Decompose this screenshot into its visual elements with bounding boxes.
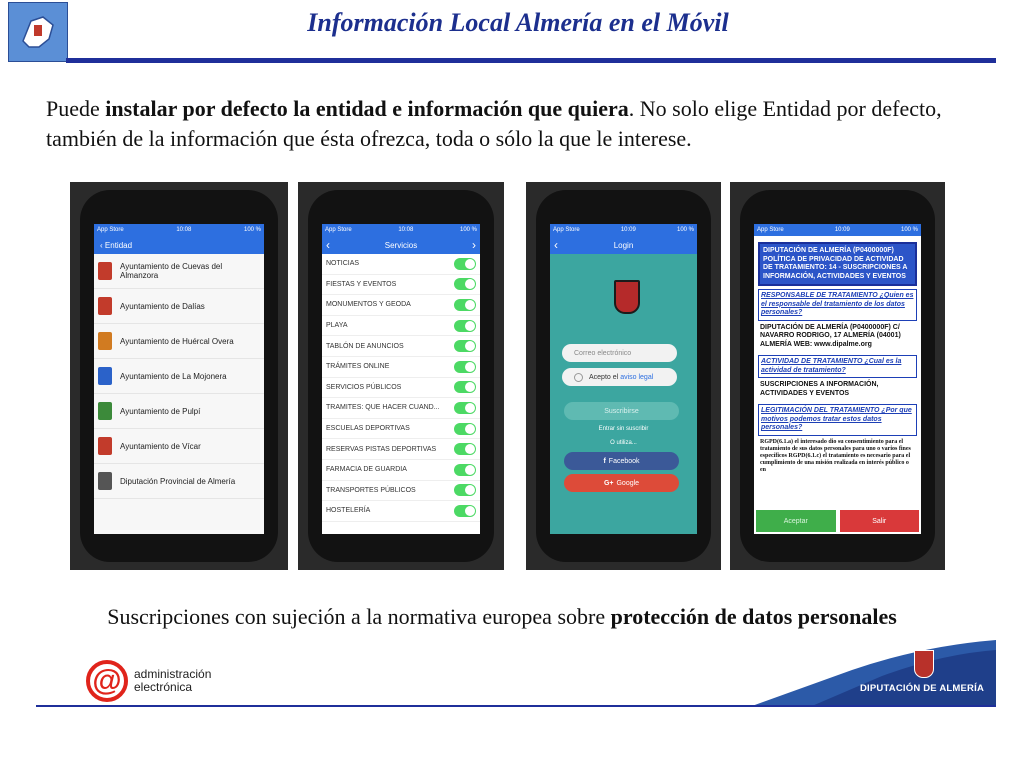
privacy-question-controller[interactable]: RESPONSABLE DE TRATAMIENTO ¿Quien es el responsable del tratamiento de los datos personales? bbox=[758, 289, 917, 321]
province-map-icon bbox=[17, 11, 59, 53]
privacy-actions bbox=[754, 508, 921, 534]
legal-notice-link[interactable]: aviso legal bbox=[620, 373, 654, 381]
service-item[interactable]: MONUMENTOS Y GEODA bbox=[322, 295, 480, 316]
checkbox-icon[interactable] bbox=[574, 373, 583, 382]
back-icon[interactable]: ‹ bbox=[100, 240, 103, 250]
entity-item[interactable]: Ayuntamiento de Dalías bbox=[94, 289, 264, 324]
entity-item[interactable]: Ayuntamiento de Pulpí bbox=[94, 394, 264, 429]
intro-text-bold: instalar por defecto la entidad e información que quiera bbox=[105, 96, 629, 121]
service-item[interactable]: FIESTAS Y EVENTOS bbox=[322, 275, 480, 296]
photo-entity-list bbox=[70, 182, 288, 570]
or-use-label: O utiliza... bbox=[610, 440, 637, 446]
back-icon[interactable]: ‹ bbox=[326, 238, 330, 252]
privacy-content bbox=[754, 236, 921, 479]
crest-icon bbox=[98, 297, 112, 315]
status-bar: App Store 10:09 100 % bbox=[754, 224, 921, 236]
forward-icon[interactable]: › bbox=[472, 238, 476, 252]
privacy-question-activity[interactable]: ACTIVIDAD DE TRATAMIENTO ¿Cual es la actividad de tratamiento? bbox=[758, 355, 917, 378]
privacy-question-legitimacy[interactable]: LEGITIMACIÓN DEL TRATAMIENTO ¿Por que motivos podemos tratar estos datos personales? bbox=[758, 404, 917, 436]
entity-item[interactable]: Ayuntamiento de Huércal Overa bbox=[94, 324, 264, 359]
crest-icon bbox=[98, 472, 112, 490]
legal-notice-checkbox[interactable]: Acepto el aviso legal bbox=[562, 368, 677, 386]
login-body bbox=[550, 254, 697, 534]
status-bar: App Store 10:08 100 % bbox=[322, 224, 480, 236]
service-item[interactable]: TRANSPORTES PÚBLICOS bbox=[322, 481, 480, 502]
phone-screen bbox=[754, 224, 921, 534]
diputacion-logo-text: DIPUTACIÓN DE ALMERÍA bbox=[860, 683, 985, 694]
crest-icon bbox=[98, 437, 112, 455]
phone-frame bbox=[740, 190, 935, 562]
entity-item[interactable]: Diputación Provincial de Almería bbox=[94, 464, 264, 499]
coat-of-arms-icon bbox=[614, 280, 640, 314]
back-icon[interactable]: ‹ bbox=[554, 238, 558, 252]
entity-item[interactable]: Ayuntamiento de La Mojonera bbox=[94, 359, 264, 394]
phone-frame bbox=[80, 190, 278, 562]
toggle-switch[interactable] bbox=[454, 340, 476, 352]
service-item[interactable]: TABLÓN DE ANUNCIOS bbox=[322, 336, 480, 357]
toggle-switch[interactable] bbox=[454, 278, 476, 290]
nav-title: Login bbox=[613, 240, 634, 250]
phone-screen bbox=[550, 224, 697, 534]
service-item[interactable]: HOSTELERÍA bbox=[322, 501, 480, 522]
at-sign-icon: @ bbox=[86, 660, 128, 702]
facebook-button[interactable]: f Facebook bbox=[564, 452, 679, 470]
entity-item[interactable]: Ayuntamiento de Vícar bbox=[94, 429, 264, 464]
privacy-answer-activity: SUSCRIPCIONES A INFORMACIÓN, ACTIVIDADES Y EVENTOS bbox=[760, 381, 879, 397]
enter-without-link[interactable]: Entrar sin suscribir bbox=[598, 426, 649, 432]
status-bar: App Store 10:09 100 % bbox=[550, 224, 697, 236]
service-item[interactable]: RESERVAS PISTAS DEPORTIVAS bbox=[322, 439, 480, 460]
status-bar: App Store 10:08 100 % bbox=[94, 224, 264, 236]
ae-logo-text: administración electrónica bbox=[134, 667, 212, 694]
phone-screen bbox=[322, 224, 480, 534]
toggle-switch[interactable] bbox=[454, 505, 476, 517]
toggle-switch[interactable] bbox=[454, 361, 476, 373]
photo-login-screen bbox=[526, 182, 721, 570]
service-item[interactable]: PLAYA bbox=[322, 316, 480, 337]
diputacion-banner bbox=[752, 640, 996, 706]
service-item[interactable]: TRAMITES: QUE HACER CUAND... bbox=[322, 398, 480, 419]
diputacion-crest-icon bbox=[914, 650, 934, 678]
toggle-switch[interactable] bbox=[454, 443, 476, 455]
service-item[interactable]: SERVICIOS PÚBLICOS bbox=[322, 378, 480, 399]
administracion-electronica-logo bbox=[86, 660, 211, 702]
nav-title: Servicios bbox=[384, 240, 418, 250]
caption-bold: protección de datos personales bbox=[610, 604, 897, 629]
phone-frame bbox=[308, 190, 494, 562]
nav-bar bbox=[94, 236, 264, 254]
service-item[interactable]: ESCUELAS DEPORTIVAS bbox=[322, 419, 480, 440]
phone-screen bbox=[94, 224, 264, 534]
crest-icon bbox=[98, 332, 112, 350]
photo-privacy-policy bbox=[730, 182, 945, 570]
privacy-answer-controller: DIPUTACIÓN DE ALMERÍA (P0400000F) C/ NAVARRO RODRIGO, 17 ALMERÍA (04001) ALMERÍA WEB: www.dipalme.org bbox=[760, 323, 901, 348]
crest-icon bbox=[98, 367, 112, 385]
service-item[interactable]: FARMACIA DE GUARDIA bbox=[322, 460, 480, 481]
toggle-switch[interactable] bbox=[454, 464, 476, 476]
page-title: Información Local Almería en el Móvil bbox=[307, 8, 729, 37]
footer-divider bbox=[36, 705, 996, 707]
entity-item[interactable]: Ayuntamiento de Cuevas del Almanzora bbox=[94, 254, 264, 289]
title-divider bbox=[66, 58, 996, 63]
service-item[interactable]: TRÁMITES ONLINE bbox=[322, 357, 480, 378]
caption bbox=[0, 604, 1004, 630]
nav-title: Entidad bbox=[104, 240, 133, 250]
subscribe-button[interactable]: Suscribirse bbox=[564, 402, 679, 420]
nav-bar bbox=[322, 236, 480, 254]
google-icon: G+ bbox=[603, 479, 614, 487]
intro-paragraph bbox=[46, 94, 986, 154]
toggle-switch[interactable] bbox=[454, 402, 476, 414]
caption-text: Suscripciones con sujeción a la normativa europea sobre bbox=[107, 604, 611, 629]
exit-button[interactable]: Salir bbox=[840, 510, 920, 532]
toggle-switch[interactable] bbox=[454, 484, 476, 496]
photo-services-list bbox=[298, 182, 504, 570]
toggle-switch[interactable] bbox=[454, 258, 476, 270]
almeria-map-logo bbox=[8, 2, 68, 62]
privacy-answer-legitimacy: RGPD(6.1.a) el interesado dio su consentimiento para el tratamiento de sus datos personales para uno o varios fines específicos RGPD(6.1.c) el tratamiento es necesario para el cumplimiento de una misión realizada en interés público o en bbox=[760, 438, 911, 473]
facebook-icon: f bbox=[603, 457, 606, 465]
intro-text-start: Puede bbox=[46, 96, 106, 121]
toggle-switch[interactable] bbox=[454, 299, 476, 311]
service-item[interactable]: NOTICIAS bbox=[322, 254, 480, 275]
intro-text-end: . No solo elige Entidad por defecto, también de la información que ésta ofrezca, toda o sólo la que le interese. bbox=[46, 96, 942, 151]
privacy-title: DIPUTACIÓN DE ALMERÍA (P0400000F) POLÍTICA DE PRIVACIDAD DE ACTIVIDAD DE TRATAMIENTO: 14 - SUSCRIPCIONES A INFORMACIÓN, ACTIVIDADES Y EVENTOS bbox=[758, 242, 917, 286]
nav-bar bbox=[550, 236, 697, 254]
crest-icon bbox=[98, 262, 112, 280]
toggle-switch[interactable] bbox=[454, 381, 476, 393]
crest-icon bbox=[98, 402, 112, 420]
toggle-switch[interactable] bbox=[454, 320, 476, 332]
toggle-switch[interactable] bbox=[454, 423, 476, 435]
phone-frame bbox=[536, 190, 711, 562]
email-field[interactable]: Correo electrónico bbox=[562, 344, 677, 362]
accept-button[interactable]: Aceptar bbox=[756, 510, 836, 532]
google-button[interactable]: G+ Google bbox=[564, 474, 679, 492]
